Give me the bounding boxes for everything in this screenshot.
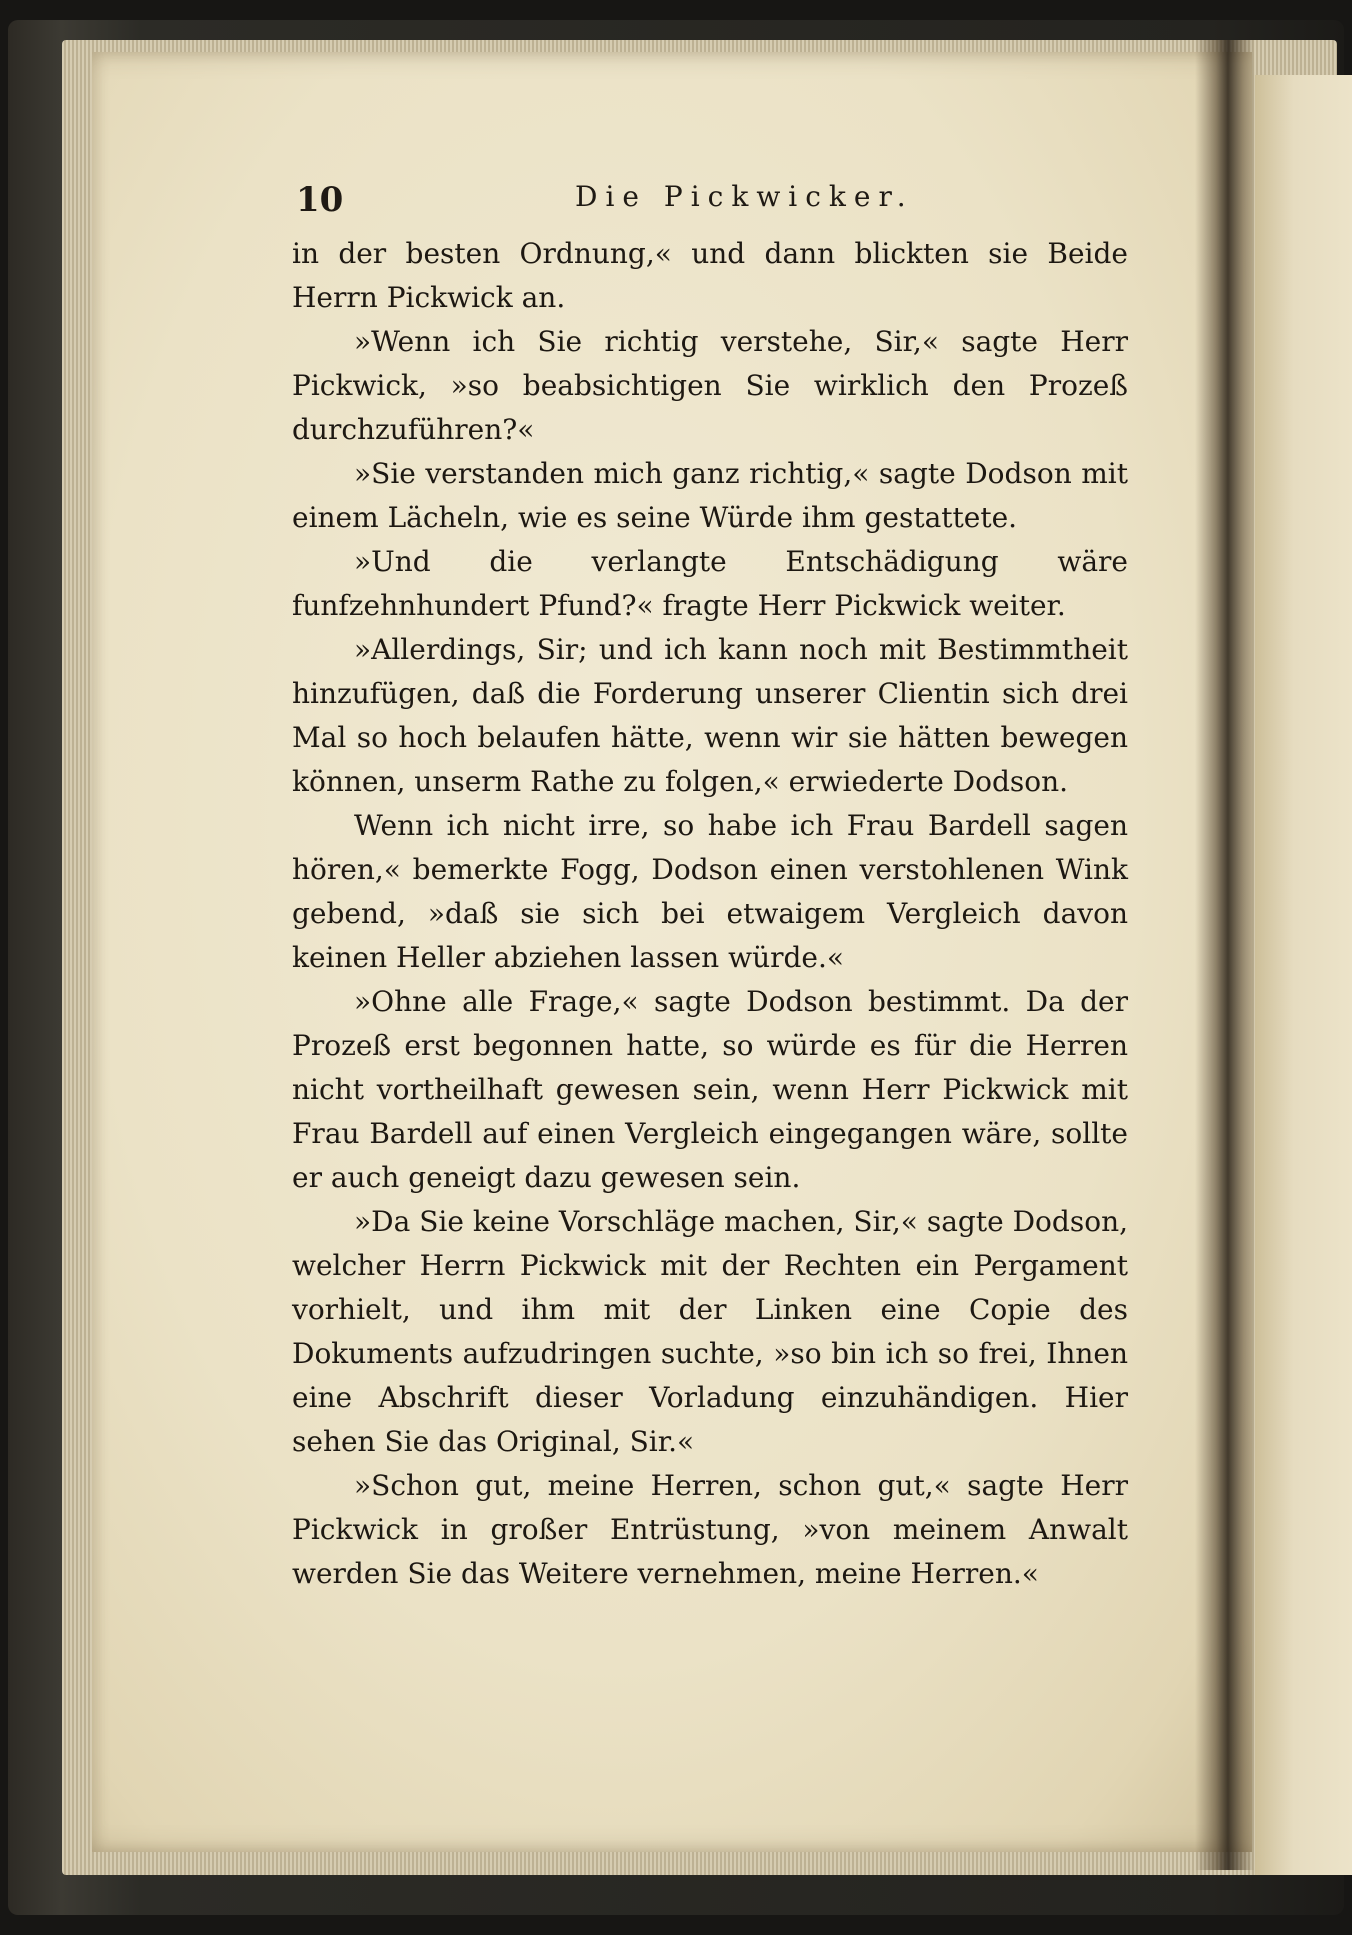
paragraph: »Allerdings, Sir; und ich kann noch mit Bestimmtheit hinzufügen, daß die Forderung unserer Clientin sich drei Mal so hoch belaufen hätte, wenn wir sie hätten bewegen können, unserm Rathe zu folgen,« erwiederte Dodson. <box>292 633 1128 798</box>
paragraph: »Und die verlangte Entschädigung wäre funfzehnhundert Pfund?« fragte Herr Pickwick weiter. <box>292 545 1128 622</box>
paragraph: »Wenn ich Sie richtig verstehe, Sir,« sagte Herr Pickwick, »so beabsichtigen Sie wirklich den Prozeß durchzuführen?« <box>292 325 1128 446</box>
body-text <box>292 232 1128 1596</box>
book-gutter <box>1195 40 1255 1870</box>
page-number: 10 <box>296 180 344 220</box>
paragraph: »Da Sie keine Vorschläge machen, Sir,« sagte Dodson, welcher Herrn Pickwick mit der Rechten ein Pergament vorhielt, und ihm mit der Linken eine Copie des Dokuments aufzudringen suchte, »so bin ich so frei, Ihnen eine Abschrift dieser Vorladung einzuhändigen. Hier sehen Sie das Original, Sir.« <box>292 1205 1128 1458</box>
paragraph: in der besten Ordnung,« und dann blickten sie Beide Herrn Pickwick an. <box>292 237 1128 314</box>
running-head: Die Pickwicker. <box>575 180 914 213</box>
paragraph: »Ohne alle Frage,« sagte Dodson bestimmt. Da der Prozeß erst begonnen hatte, so würde es für die Herren nicht vortheilhaft gewesen sein, wenn Herr Pickwick mit Frau Bardell auf einen Vergleich eingegangen wäre, sollte er auch geneigt dazu gewesen sein. <box>292 985 1128 1194</box>
paragraph: »Schon gut, meine Herren, schon gut,« sagte Herr Pickwick in großer Entrüstung, »von meinem Anwalt werden Sie das Weitere vernehmen, meine Herren.« <box>292 1469 1128 1590</box>
paragraph: »Sie verstanden mich ganz richtig,« sagte Dodson mit einem Lächeln, wie es seine Würde ihm gestattete. <box>292 457 1128 534</box>
facing-page <box>1255 75 1352 1875</box>
paragraph: Wenn ich nicht irre, so habe ich Frau Bardell sagen hören,« bemerkte Fogg, Dodson einen verstohlenen Wink gebend, »daß sie sich bei etwaigem Vergleich davon keinen Heller abziehen lassen würde.« <box>292 809 1128 974</box>
